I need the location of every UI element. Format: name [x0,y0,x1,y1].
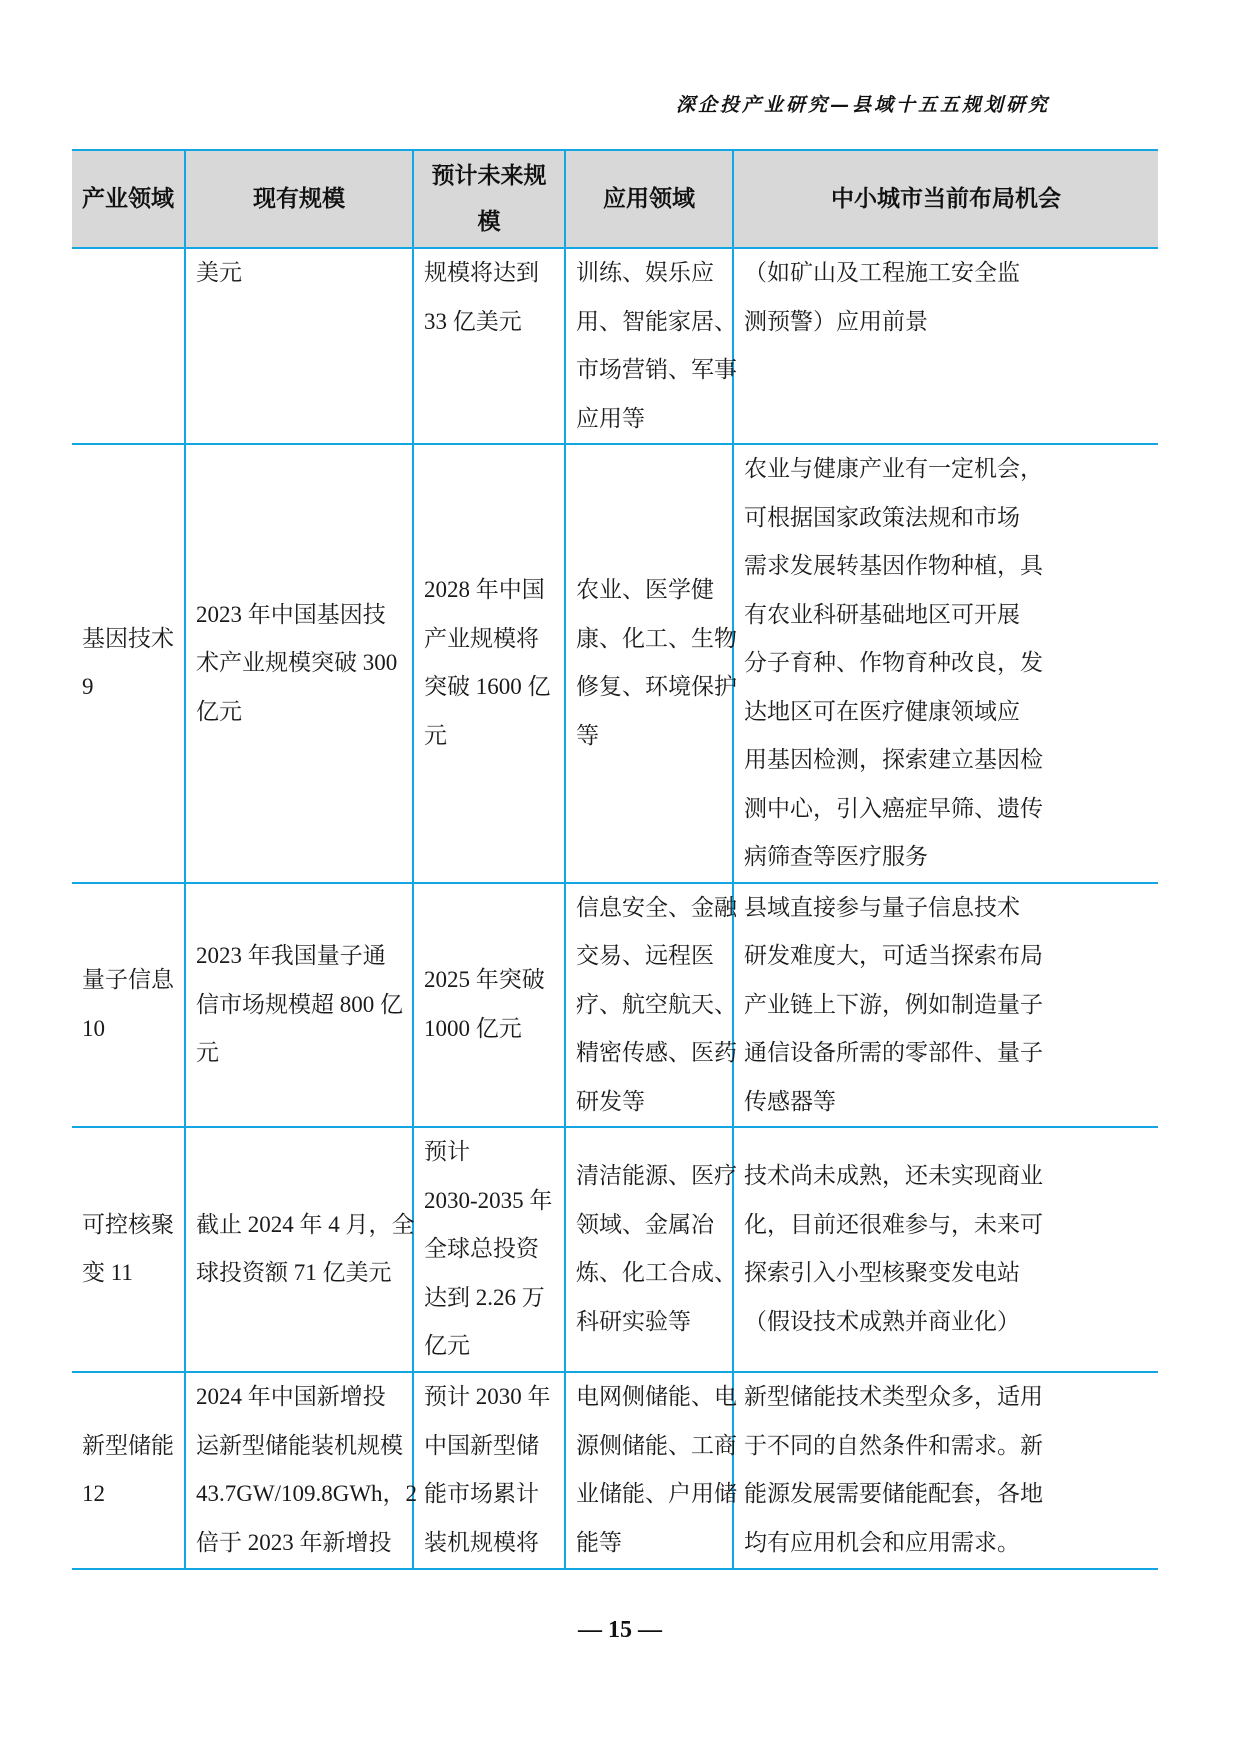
cell-text-line: 信市场规模超 800 亿 [196,991,403,1017]
cell-text-line: 能等 [576,1529,622,1555]
cell-text-line: 全球总投资 [424,1236,539,1261]
cell-text-line: 亿元 [424,1333,470,1358]
cell-text-line: 县域直接参与量子信息技术 [744,894,1020,920]
cell-text-line: 元 [196,1040,219,1065]
cell-text-line: 炼、化工合成、 [576,1260,737,1286]
table-row [72,1127,1158,1372]
cell-text-line: 应用等 [576,405,645,431]
column-header-industry: 产业领域 [72,150,185,248]
cell-text-line: 1000 亿元 [424,1015,522,1041]
cell-text-line: 量子信息 [82,967,174,993]
cell-text-line: 9 [82,674,94,700]
cell-industry [72,248,185,444]
cell-opportunity [733,883,1158,1128]
cell-text-line: 产业规模将 [424,625,539,651]
cell-text-line: 交易、远程医 [576,943,714,968]
cell-opportunity [733,1372,1158,1569]
cell-text-line: 康、化工、生物 [576,625,737,651]
cell-opportunity [733,1127,1158,1372]
cell-text-line: 均有应用机会和应用需求。 [744,1529,1020,1555]
cell-text-line: 亿元 [196,698,242,724]
cell-text-line: 变 11 [82,1260,133,1286]
running-header-title: 深企投产业研究—县域十五五规划研究 [675,94,1050,116]
table-body [72,248,1158,1569]
cell-text-line: 球投资额 71 亿美元 [196,1260,392,1286]
column-header-future-scale: 预计未来规 模 [413,150,565,248]
cell-text-line: 农业、医学健 [576,577,714,603]
cell-text-line: 12 [82,1481,105,1506]
cell-text-line: 研发难度大，可适当探索布局 [744,943,1043,968]
table-header-row [72,150,1158,248]
table-row [72,883,1158,1128]
cell-text-line: 技术尚未成熟，还未实现商业 [744,1163,1043,1189]
cell-applications [565,883,737,1128]
cell-text-line: 2028 年中国 [424,577,545,603]
column-header-applications: 应用领域 [565,150,733,248]
cell-industry [72,1372,185,1569]
cell-text-line: 元 [424,722,447,748]
cell-text-line: 病筛查等医疗服务 [744,844,928,869]
cell-text-line: 疗、航空航天、 [576,991,737,1017]
cell-text-line: 能市场累计 [424,1481,539,1506]
cell-text-line: 用基因检测，探索建立基因检 [744,747,1043,772]
cell-text-line: 突破 1600 亿 [424,674,551,700]
cell-current-scale [185,883,413,1128]
cell-text-line: 2024 年中国新增投 [196,1384,386,1409]
cell-text-line: 倍于 2023 年新增投 [196,1529,392,1555]
cell-text-line: 截止 2024 年 4 月，全 [196,1211,415,1237]
cell-text-line: 领域、金属冶 [576,1211,714,1237]
cell-text-line: 预计 [424,1139,470,1164]
cell-future-scale [413,883,565,1128]
cell-text-line: 业储能、户用储 [576,1481,737,1506]
cell-text-line: （假设技术成熟并商业化） [744,1308,1020,1334]
table-row [72,1372,1158,1569]
cell-applications [565,444,737,883]
cell-text-line: 术产业规模突破 300 [196,650,398,675]
cell-text-line: 研发等 [576,1088,645,1114]
cell-text-line: 修复、环境保护 [576,674,737,700]
cell-text-line: 分子育种、作物育种改良，发 [744,650,1043,675]
cell-text-line: 2023 年我国量子通 [196,943,386,968]
cell-text-line: 2023 年中国基因技 [196,601,386,627]
cell-text-line: （如矿山及工程施工安全监 [744,260,1020,285]
cell-text-line: 43.7GW/109.8GWh，2 [196,1481,418,1506]
cell-text-line: 精密传感、医药 [576,1040,737,1065]
cell-applications [565,248,737,444]
cell-text-line: 有农业科研基础地区可开展 [744,601,1020,627]
cell-text-line: 需求发展转基因作物种植，具 [744,553,1043,578]
cell-text-line: 中国新型储 [424,1432,539,1458]
cell-current-scale [185,1372,418,1569]
cell-current-scale [185,1127,413,1372]
cell-industry [72,444,185,883]
table-row [72,248,1158,444]
cell-current-scale [185,444,413,883]
cell-text-line: 运新型储能装机规模 [196,1432,403,1458]
cell-text-line: 新型储能 [82,1432,174,1458]
cell-current-scale [185,248,413,444]
cell-applications [565,1127,737,1372]
cell-industry [72,883,185,1128]
cell-future-scale [413,1372,565,1569]
cell-text-line: 产业链上下游，例如制造量子 [744,991,1043,1017]
cell-text-line: 测预警）应用前景 [744,308,928,334]
cell-text-line: 农业与健康产业有一定机会， [744,456,1043,481]
cell-text-line: 于不同的自然条件和需求。新 [744,1432,1043,1458]
cell-text-line: 源侧储能、工商 [576,1432,737,1458]
cell-text-line: 2030-2035 年 [424,1187,553,1213]
cell-industry [72,1127,185,1372]
cell-text-line: 探索引入小型核聚变发电站 [744,1260,1020,1286]
cell-text-line: 新型储能技术类型众多，适用 [744,1384,1043,1409]
cell-text-line: 训练、娱乐应 [576,260,714,285]
cell-text-line: 化，目前还很难参与，未来可 [744,1211,1043,1237]
cell-text-line: 达地区可在医疗健康领域应 [744,698,1020,724]
column-header-opportunity: 中小城市当前布局机会 [733,150,1158,248]
cell-text-line: 科研实验等 [576,1308,691,1334]
cell-text-line: 预计 2030 年 [424,1384,551,1409]
table-row [72,444,1158,883]
cell-text-line: 能源发展需要储能配套，各地 [744,1481,1043,1506]
industry-table [72,149,1158,1570]
cell-future-scale [413,248,565,444]
cell-future-scale [413,444,565,883]
cell-text-line: 33 亿美元 [424,308,522,334]
cell-text-line: 等 [576,722,599,748]
cell-text-line: 可控核聚 [82,1211,174,1237]
cell-text-line: 装机规模将 [424,1529,539,1555]
cell-text-line: 基因技术 [82,625,174,651]
cell-text-line: 信息安全、金融 [576,894,737,920]
cell-text-line: 市场营销、军事 [576,357,737,382]
cell-text-line: 通信设备所需的零部件、量子 [744,1040,1043,1065]
cell-text-line: 用、智能家居、 [576,308,737,334]
cell-text-line: 传感器等 [744,1088,836,1114]
cell-text-line: 电网侧储能、电 [576,1384,737,1409]
cell-text-line: 10 [82,1015,105,1041]
cell-text-line: 规模将达到 [424,260,539,285]
cell-text-line: 美元 [196,260,242,285]
cell-applications [565,1372,737,1569]
cell-text-line: 清洁能源、医疗 [576,1163,737,1189]
cell-text-line: 达到 2.26 万 [424,1284,545,1310]
cell-opportunity [733,444,1158,883]
cell-text-line: 可根据国家政策法规和市场 [744,504,1020,530]
cell-text-line: 测中心，引入癌症早筛、遗传 [744,795,1043,821]
column-header-current-scale: 现有规模 [185,150,413,248]
page-number: — 15 — [578,1617,662,1643]
cell-text-line: 2025 年突破 [424,967,545,993]
cell-future-scale [413,1127,565,1372]
cell-opportunity [733,248,1158,444]
